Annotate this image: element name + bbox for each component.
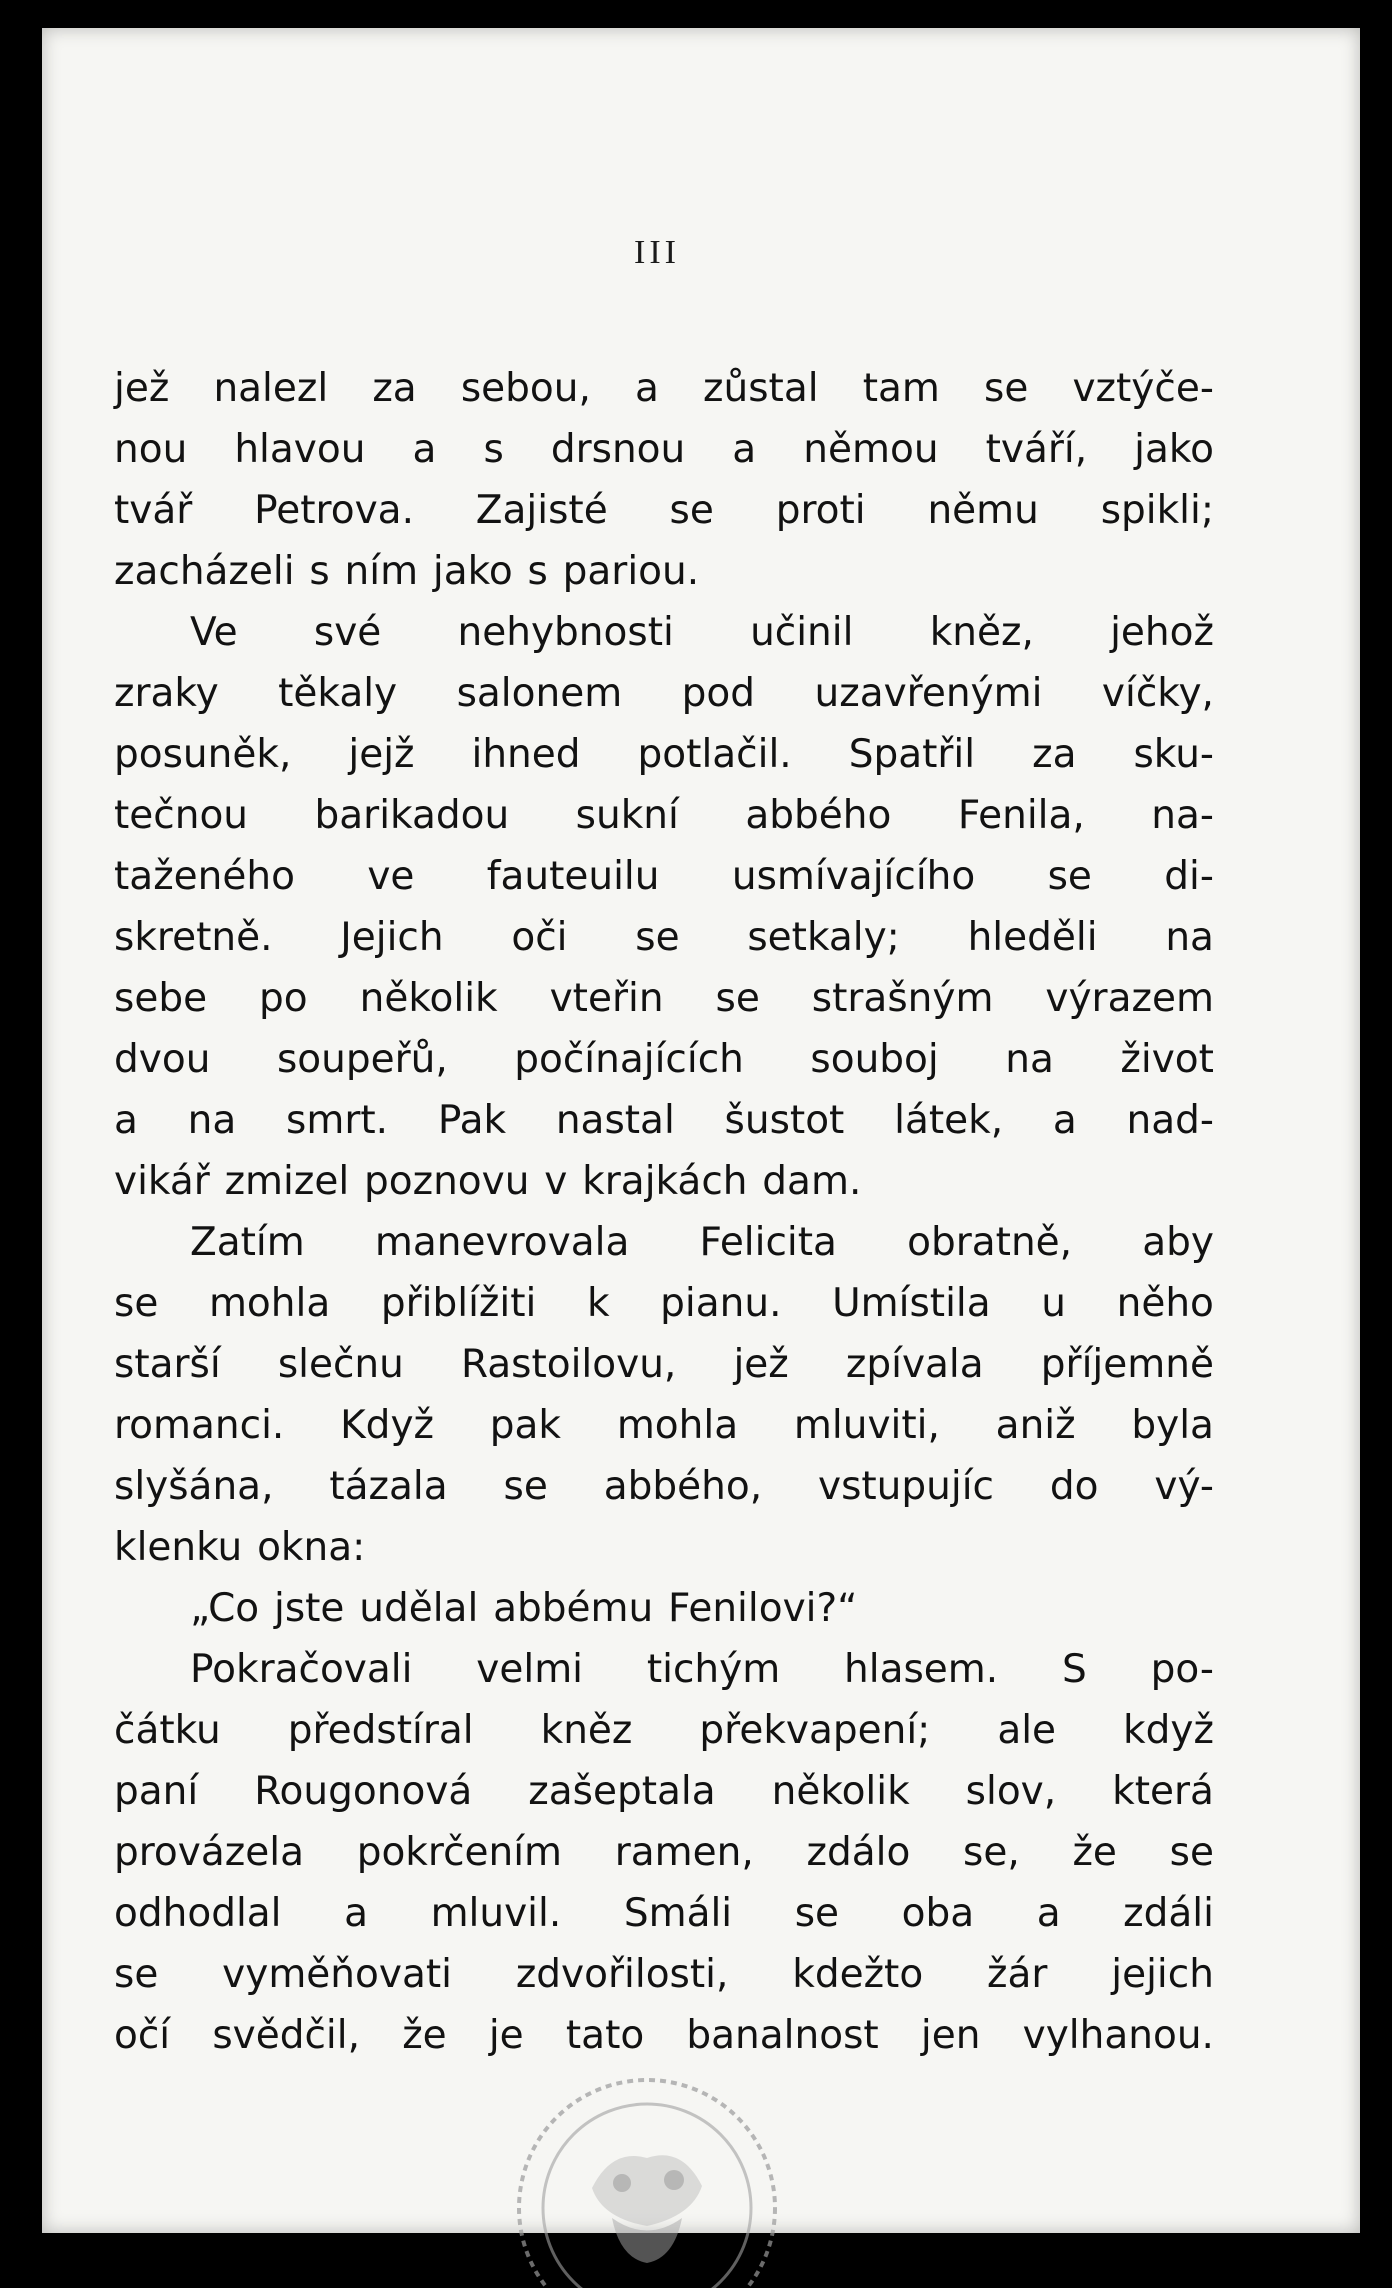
text-line: nou hlavou a s drsnou a němou tváří, jako <box>114 427 1214 472</box>
text-line: skretně. Jejich oči se setkaly; hleděli na <box>114 915 1214 960</box>
text-line: čátku předstíral kněz překvapení; ale když <box>114 1708 1214 1753</box>
text-line: slyšána, tázala se abbého, vstupujíc do vý- <box>114 1464 1214 1509</box>
body-text <box>114 358 1214 2066</box>
text-line: dvou soupeřů, počínajících souboj na život <box>114 1037 1214 1082</box>
text-line: vikář zmizel poznovu v krajkách dam. <box>114 1159 862 1204</box>
text-line: a na smrt. Pak nastal šustot látek, a nad- <box>114 1098 1214 1143</box>
text-line: zraky těkaly salonem pod uzavřenými víčky, <box>114 671 1214 716</box>
library-stamp <box>482 2048 812 2288</box>
text-line: se vyměňovati zdvořilosti, kdežto žár jejich <box>114 1952 1214 1997</box>
book-page <box>42 28 1360 2233</box>
text-line: sebe po několik vteřin se strašným výrazem <box>114 976 1214 1021</box>
text-line: klenku okna: <box>114 1525 366 1570</box>
text-line: posuněk, jejž ihned potlačil. Spatřil za sku- <box>114 732 1214 777</box>
text-line: Zatím manevrovala Felicita obratně, aby <box>190 1220 1214 1265</box>
page-number: III <box>634 234 680 271</box>
text-line: očí svědčil, že je tato banalnost jen vylhanou. <box>114 2013 1214 2058</box>
text-line: se mohla přiblížiti k pianu. Umístila u něho <box>114 1281 1214 1326</box>
text-line: zacházeli s ním jako s pariou. <box>114 549 700 594</box>
stamp-seal-icon <box>482 2048 812 2288</box>
text-line: provázela pokrčením ramen, zdálo se, že se <box>114 1830 1214 1875</box>
text-line: „Co jste udělal abbému Fenilovi?“ <box>190 1586 858 1631</box>
text-line: Pokračovali velmi tichým hlasem. S po- <box>190 1647 1214 1692</box>
text-line: starší slečnu Rastoilovu, jež zpívala příjemně <box>114 1342 1214 1387</box>
text-line: tvář Petrova. Zajisté se proti němu spikli; <box>114 488 1214 533</box>
text-line: romanci. Když pak mohla mluviti, aniž byla <box>114 1403 1214 1448</box>
text-line: tečnou barikadou sukní abbého Fenila, na- <box>114 793 1214 838</box>
text-line: jež nalezl za sebou, a zůstal tam se vztýče- <box>114 366 1214 411</box>
text-line: odhodlal a mluvil. Smáli se oba a zdáli <box>114 1891 1214 1936</box>
text-line: Ve své nehybnosti učinil kněz, jehož <box>190 610 1214 655</box>
text-line: taženého ve fauteuilu usmívajícího se di- <box>114 854 1214 899</box>
text-line: paní Rougonová zašeptala několik slov, která <box>114 1769 1214 1814</box>
